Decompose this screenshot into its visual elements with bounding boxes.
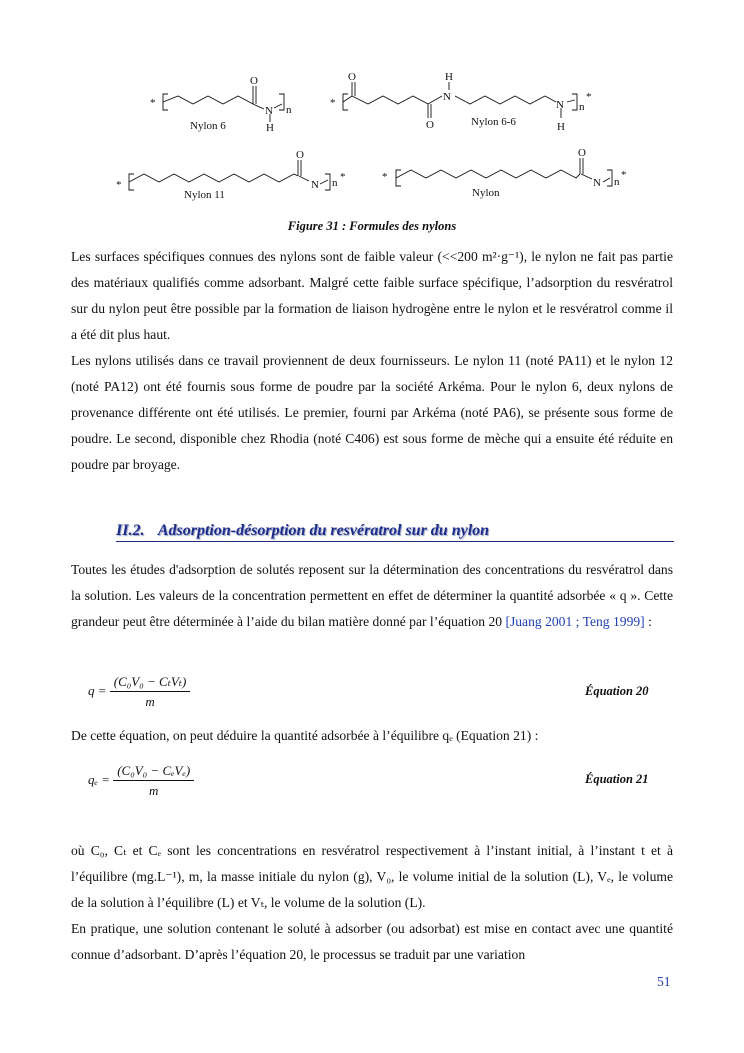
svg-text:O: O [348,71,356,83]
svg-text:N: N [265,105,273,117]
body-text-block-2 [71,557,673,635]
page-number: 51 [657,974,671,989]
equation-21 [88,763,194,799]
svg-text:O: O [426,119,434,131]
nylon11-structure [129,160,330,190]
svg-text:n: n [286,104,292,116]
equation-21-denominator: m [149,783,159,798]
svg-text:*: * [330,97,336,109]
svg-text:*: * [116,179,122,191]
equation-21-label: Équation 21 [585,772,649,786]
svg-text:N: N [311,179,319,191]
body-text-block-4 [71,838,673,968]
equation-20-fraction [110,674,191,710]
svg-text:n: n [579,101,585,113]
figure-caption: Figure 31 : Formules des nylons [287,219,457,233]
equation-21-numerator: (C₀V₀ − CₑVₑ) [113,763,194,781]
nylon12-structure [396,158,612,186]
paragraph-nylon-suppliers: Les nylons utilisés dans ce travail proviennent de deux fournisseurs. Le nylon 11 (noté PA11) et le nylon 12 (noté PA12) ont été fournis sous forme de poudre par la société Arkéma. Pour le nylon 6, deux nylons de provenance différente ont été utilisés. Le premier, fourni par Arkéma (noté PA6), se présente sous forme de poudre. Le second, disponible chez Rhodia (noté C406) est sous forme de mèche qui a ensuite été réduite en poudre par broyage. [71,353,673,472]
nylon-formulas-figure [0,60,744,220]
svg-text:Nylon 6-6: Nylon 6-6 [471,116,516,128]
equation-20 [88,674,190,710]
nylon66-structure [343,82,577,118]
svg-text:O: O [296,149,304,161]
svg-text:Nylon: Nylon [472,187,500,199]
section-heading [116,522,674,542]
equation-20-label: Équation 20 [585,684,649,698]
section-number: II.2. [116,522,145,539]
svg-text:*: * [150,97,156,109]
equation-21-fraction [113,763,194,799]
paragraph-definitions: où C₀, Cₜ et Cₑ sont les concentrations en resvératrol respectivement à l’instant initial, à l’instant t et à l’équilibre (mg.L⁻¹), m, la masse initiale du nylon (g), V₀, le volume initial de la solution (L), Vₑ, le volume de la solution à l’équilibre (L) et Vₜ, le volume de la solution (L). [71,843,673,910]
paragraph-equilibrium: De cette équation, on peut déduire la quantité adsorbée à l’équilibre qₑ (Equation 21) : [71,728,539,743]
svg-text:O: O [250,75,258,87]
svg-text:O: O [578,147,586,159]
nylon-formulas-drawing [0,60,744,220]
equation-20-lhs: q = [88,682,107,698]
paragraph-practice: En pratique, une solution contenant le soluté à adsorber (ou adsorbat) est mise en contact avec une quantité connue d’adsorbant. D’après l’équation 20, le processus se traduit par une variation [71,921,673,962]
svg-text:H: H [557,121,565,133]
svg-text:N: N [593,177,601,189]
svg-text:N: N [443,91,451,103]
svg-text:*: * [340,171,346,183]
svg-text:*: * [586,91,592,103]
svg-text:N: N [556,99,564,111]
svg-text:H: H [445,71,453,83]
paragraph-adsorption-intro: Toutes les études d'adsorption de solutés reposent sur la détermination des concentrations du resvératrol dans la solution. Les valeurs de la concentration permettent en effet de déterminer la quantité adsorbée « q ». Cette grandeur peut être déterminée à l’aide du bilan matière donné par l’équation 20 [Juang 2001 ; Teng 1999] : [71,562,673,629]
svg-text:*: * [621,169,627,181]
equation-21-lhs: qₑ = [88,771,110,787]
paragraph-nylon-surface: Les surfaces spécifiques connues des nylons sont de faible valeur (<<200 m²·g⁻¹), le nylon ne fait pas partie des matériaux qualifiés comme adsorbant. Malgré cette faible surface spécifique, l’adsorption du resvératrol sur du nylon peut être possible par la formation de liaison hydrogène entre le nylon et le resvératrol comme il a été dit plus haut. [71,249,673,342]
equation-20-denominator: m [145,694,155,709]
citation-link[interactable]: [Juang 2001 ; Teng 1999] [505,614,645,629]
svg-text:Nylon 11: Nylon 11 [184,189,225,201]
section-title: Adsorption-désorption du resvératrol sur du nylon [157,522,490,539]
svg-text:n: n [614,176,620,188]
body-text-block-1 [71,244,673,478]
svg-text:n: n [332,177,338,189]
equation-20-numerator: (C₀V₀ − CₜVₜ) [110,674,191,692]
body-text-block-3 [71,723,673,749]
svg-text:Nylon 6: Nylon 6 [190,120,226,132]
svg-text:*: * [382,171,388,183]
svg-text:H: H [266,122,274,134]
